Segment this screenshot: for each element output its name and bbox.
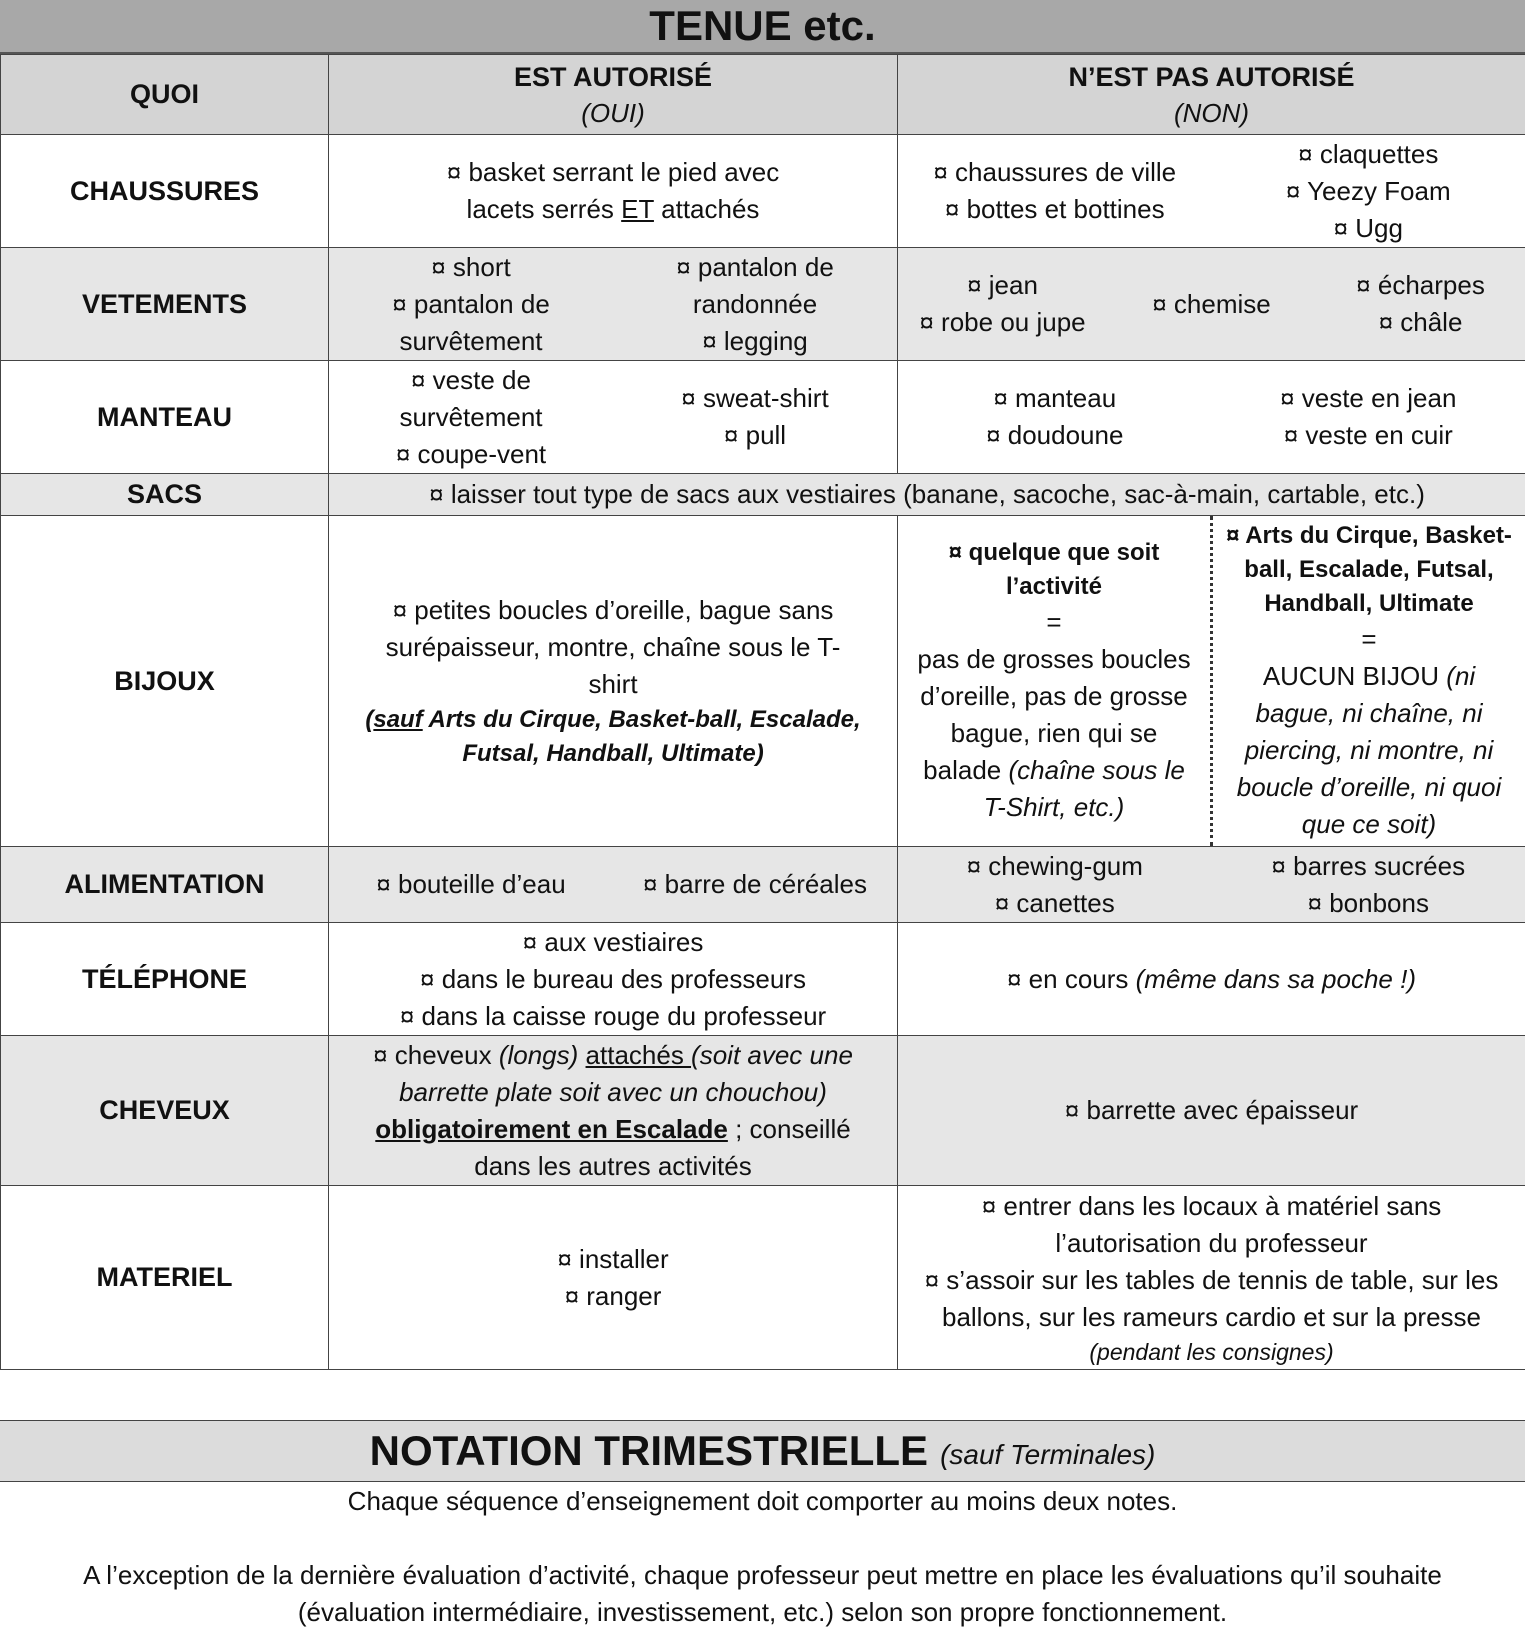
- bijoux-non-activites: ¤ Arts du Cirque, Basket- ball, Escalade, Futsal, Handball, Ultimate = AUCUN BIJOU (ni bague, ni chaîne, ni piercing, ni montre, ni boucle d’oreille, ni quoi que ce soit): [1226, 522, 1512, 839]
- row-label-vetements: VETEMENTS: [1, 248, 329, 361]
- row-label-chaussures: CHAUSSURES: [1, 135, 329, 248]
- rules-table: [0, 54, 1525, 1370]
- vetements-non: ¤ jean ¤ robe ou jupe ¤ chemise ¤ écharpes ¤ châle: [898, 248, 1525, 361]
- manteau-oui: ¤ veste de survêtement ¤ coupe-vent ¤ sweat-shirt ¤ pull: [329, 361, 898, 474]
- notation-header: [0, 1420, 1525, 1482]
- alimentation-non: ¤ chewing-gum ¤ canettes ¤ barres sucrées ¤ bonbons: [898, 847, 1525, 923]
- notation-paragraph-2: A l’exception de la dernière évaluation d’activité, chaque professeur peut mettre en place les évaluations qu’il souhaite (évaluation intermédiaire, investissement, etc.) selon son propre fonctionnement.: [83, 1560, 1442, 1627]
- row-vetements: [1, 248, 1525, 361]
- row-alimentation: [1, 847, 1525, 923]
- row-label-bijoux: BIJOUX: [1, 516, 329, 847]
- row-label-telephone: TÉLÉPHONE: [1, 923, 329, 1036]
- cheveux-non: ¤ barrette avec épaisseur: [898, 1036, 1525, 1186]
- cheveux-oui: ¤ cheveux (longs) attachés (soit avec une barrette plate soit avec un chouchou) obligatoirement en Escalade ; conseillé dans les autres activités: [329, 1036, 898, 1186]
- page-title-text: TENUE etc.: [649, 2, 876, 49]
- materiel-oui: ¤ installer ¤ ranger: [329, 1186, 898, 1370]
- row-bijoux: [1, 516, 1525, 847]
- alimentation-oui: ¤ bouteille d’eau ¤ barre de céréales: [329, 847, 898, 923]
- chaussures-non: ¤ chaussures de ville ¤ bottes et bottines ¤ claquettes ¤ Yeezy Foam ¤ Ugg: [898, 135, 1525, 248]
- row-label-sacs: SACS: [1, 474, 329, 516]
- notation-paragraph-1: Chaque séquence d’enseignement doit comporter au moins deux notes.: [347, 1486, 1178, 1516]
- row-materiel: [1, 1186, 1525, 1370]
- row-label-materiel: MATERIEL: [1, 1186, 329, 1370]
- telephone-non: ¤ en cours (même dans sa poche !): [898, 923, 1525, 1036]
- header-row: [1, 55, 1525, 135]
- manteau-non: ¤ manteau ¤ doudoune ¤ veste en jean ¤ veste en cuir: [898, 361, 1525, 474]
- row-manteau: [1, 361, 1525, 474]
- header-non-autorise: N’EST PAS AUTORISÉ (NON): [898, 55, 1525, 135]
- bijoux-non-general: ¤ quelque que soit l’activité = pas de grosses boucles d’oreille, pas de grosse bague, rien qui se balade (chaîne sous le T-Shirt, etc.): [898, 516, 1213, 846]
- row-label-cheveux: CHEVEUX: [1, 1036, 329, 1186]
- row-label-alimentation: ALIMENTATION: [1, 847, 329, 923]
- row-sacs: [1, 474, 1525, 516]
- chaussures-oui: ¤ basket serrant le pied avec lacets serrés ET attachés: [329, 135, 898, 248]
- sacs-text: ¤ laisser tout type de sacs aux vestiaires (banane, sacoche, sac-à-main, cartable, etc.): [329, 474, 1525, 516]
- telephone-oui: ¤ aux vestiaires ¤ dans le bureau des professeurs ¤ dans la caisse rouge du professeur: [329, 923, 898, 1036]
- materiel-non: ¤ entrer dans les locaux à matériel sans l’autorisation du professeur ¤ s’assoir sur les tables de tennis de table, sur les ballons, sur les rameurs cardio et sur la presse (pendant les consignes): [898, 1186, 1525, 1370]
- notation-subtitle: (sauf Terminales): [940, 1439, 1156, 1470]
- vetements-oui: ¤ short ¤ pantalon de survêtement ¤ pantalon de randonnée ¤ legging: [329, 248, 898, 361]
- header-quoi: QUOI: [1, 55, 329, 135]
- row-label-manteau: MANTEAU: [1, 361, 329, 474]
- header-autorise: EST AUTORISÉ (OUI): [329, 55, 898, 135]
- row-cheveux: [1, 1036, 1525, 1186]
- bijoux-non: [898, 516, 1525, 847]
- row-telephone: [1, 923, 1525, 1036]
- row-chaussures: [1, 135, 1525, 248]
- notation-title: NOTATION TRIMESTRIELLE: [369, 1427, 929, 1474]
- page-title: [0, 0, 1525, 54]
- bijoux-oui: ¤ petites boucles d’oreille, bague sans surépaisseur, montre, chaîne sous le T- shirt (sauf Arts du Cirque, Basket-ball, Escalade, Futsal, Handball, Ultimate): [329, 516, 898, 847]
